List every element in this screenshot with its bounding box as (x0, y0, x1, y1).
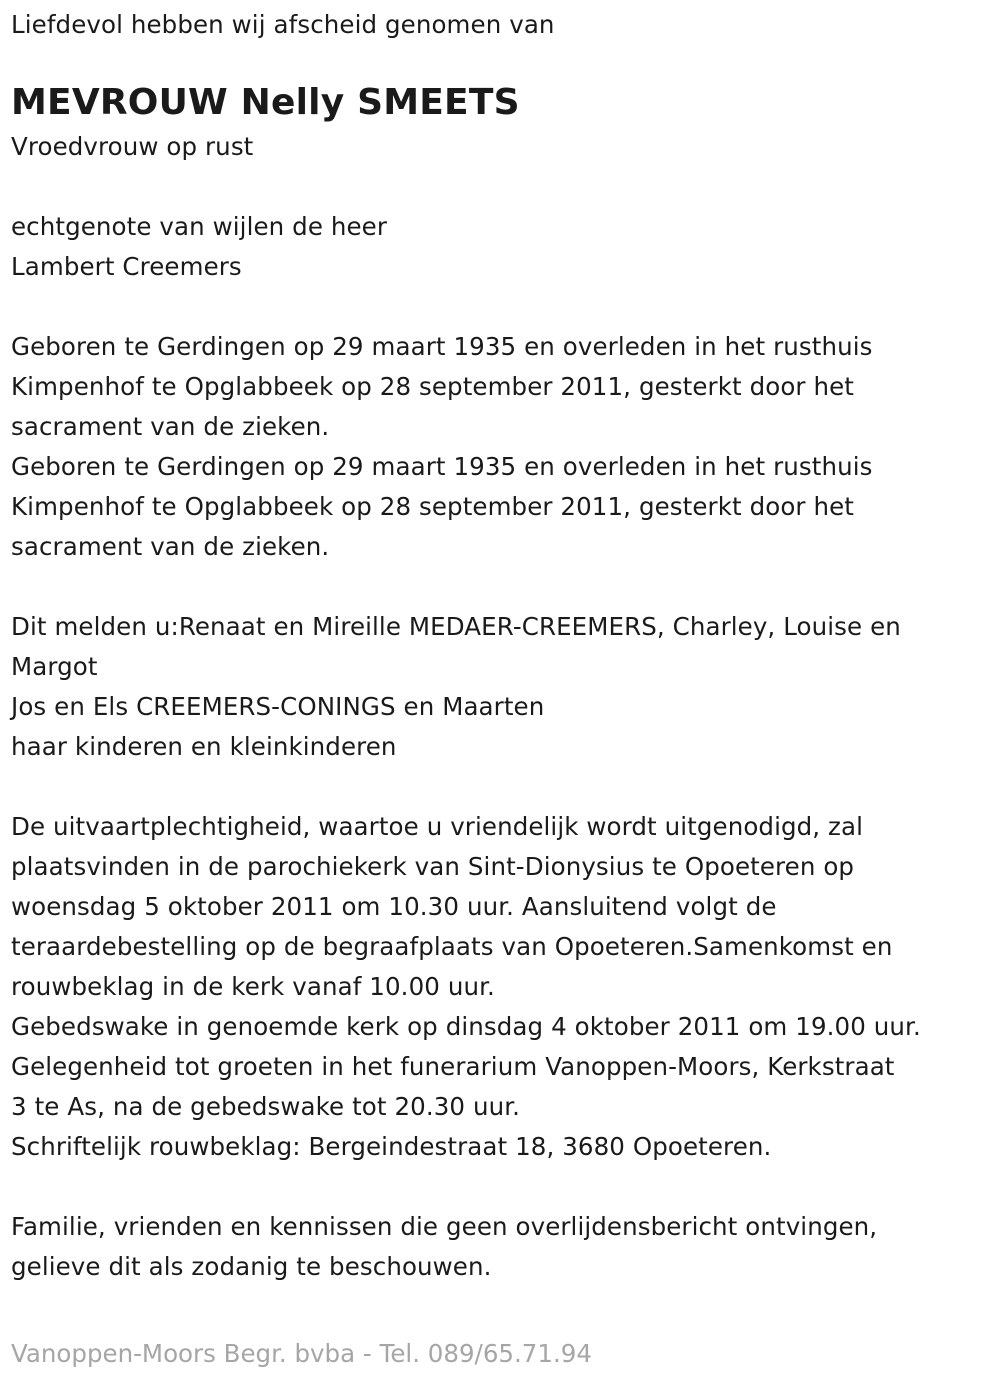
family-block (11, 607, 991, 767)
closing-block (11, 1207, 991, 1287)
deceased-name: MEVROUW Nelly SMEETS (11, 82, 520, 123)
funeral-block (11, 807, 991, 1167)
funeral-line: plaatsvinden in de parochiekerk van Sint-Dionysius te Opoeteren op (11, 852, 855, 881)
family-line: Jos en Els CREEMERS-CONINGS en Maarten (11, 692, 545, 721)
family-line: Margot (11, 652, 98, 681)
funeral-line: De uitvaartplechtigheid, waartoe u vriendelijk wordt uitgenodigd, zal (11, 812, 864, 841)
funeral-line: rouwbeklag in de kerk vanaf 10.00 uur. (11, 972, 495, 1001)
birth-death-line: Geboren te Gerdingen op 29 maart 1935 en overleden in het rusthuis (11, 452, 873, 481)
funeral-line: teraardebestelling op de begraafplaats van Opoeteren.Samenkomst en (11, 932, 893, 961)
closing-line: gelieve dit als zodanig te beschouwen. (11, 1252, 492, 1281)
spacer (11, 767, 991, 807)
deceased-title: Vroedvrouw op rust (11, 132, 254, 161)
birth-death-line: Kimpenhof te Opglabbeek op 28 september 2011, gesterkt door het (11, 492, 854, 521)
spouse-line: Lambert Creemers (11, 252, 242, 281)
obituary-notice (11, 0, 991, 1287)
birth-death-line: Kimpenhof te Opglabbeek op 28 september 2011, gesterkt door het (11, 372, 854, 401)
family-line: haar kinderen en kleinkinderen (11, 732, 397, 761)
spacer (11, 567, 991, 607)
family-line: Dit melden u:Renaat en Mireille MEDAER-CREEMERS, Charley, Louise en (11, 612, 901, 641)
funeral-line: 3 te As, na de gebedswake tot 20.30 uur. (11, 1092, 521, 1121)
birth-death-block (11, 327, 991, 567)
spacer (11, 287, 991, 327)
spouse-block (11, 207, 991, 287)
funeral-line: Gelegenheid tot groeten in het funerarium Vanoppen-Moors, Kerkstraat (11, 1052, 895, 1081)
birth-death-line: Geboren te Gerdingen op 29 maart 1935 en overleden in het rusthuis (11, 332, 873, 361)
spacer (11, 167, 991, 207)
funeral-line: Schriftelijk rouwbeklag: Bergeindestraat 18, 3680 Opoeteren. (11, 1132, 772, 1161)
birth-death-line: sacrament van de zieken. (11, 532, 330, 561)
closing-line: Familie, vrienden en kennissen die geen overlijdensbericht ontvingen, (11, 1212, 878, 1241)
birth-death-line: sacrament van de zieken. (11, 412, 330, 441)
spouse-line: echtgenote van wijlen de heer (11, 212, 388, 241)
funeral-line: woensdag 5 oktober 2011 om 10.30 uur. Aansluitend volgt de (11, 892, 777, 921)
funeral-line: Gebedswake in genoemde kerk op dinsdag 4 oktober 2011 om 19.00 uur. (11, 1012, 921, 1041)
spacer (11, 1167, 991, 1207)
intro-text: Liefdevol hebben wij afscheid genomen van (11, 10, 555, 39)
funeral-home-footer: Vanoppen-Moors Begr. bvba - Tel. 089/65.71.94 (11, 1339, 592, 1368)
